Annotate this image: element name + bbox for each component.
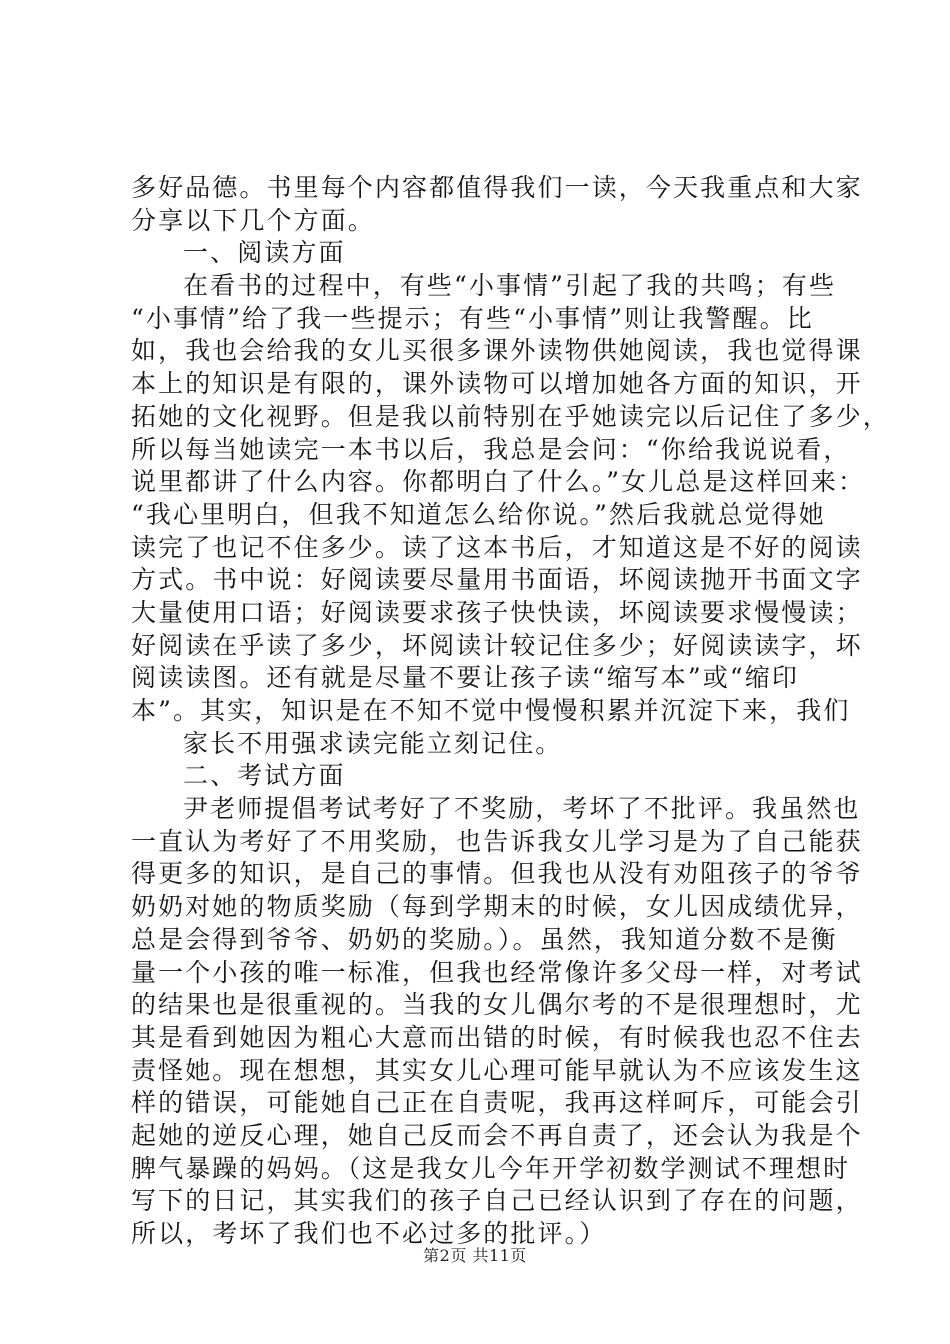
text-line: 在看书的过程中，有些“小事情”引起了我的共鸣；有些 [183, 271, 837, 301]
text-line: 大量使用口语；好阅读要求孩子快快读，坏阅读要求慢慢读； [131, 597, 863, 627]
text-line: 尹老师提倡考试考好了不奖励，考坏了不批评。我虽然也 [183, 794, 861, 824]
text-line: 说里都讲了什么内容。你都明白了什么。”女儿总是这样回来： [131, 467, 866, 497]
text-line: 二、考试方面 [183, 761, 346, 791]
text-line: 写下的日记，其实我们的孩子自己已经认识到了存在的问题， [131, 1186, 863, 1216]
text-line: “我心里明白，但我不知道怎么给你说。”然后我就总觉得她 [131, 499, 826, 529]
text-line: 本”。其实，知识是在不知不觉中慢慢积累并沉淀下来，我们 [131, 696, 851, 725]
page-footer: 第2页 共11页 [423, 1246, 527, 1265]
text-line: 读完了也记不住多少。读了这本书后，才知道这是不好的阅读 [131, 532, 863, 562]
text-line: “小事情”给了我一些提示；有些“小事情”则让我警醒。比 [131, 303, 814, 333]
text-line: 其是看到她因为粗心大意而出错的时候，有时候我也忍不住去 [131, 1022, 863, 1052]
text-line: 所以每当她读完一本书以后，我总是会问：“你给我说说看， [131, 434, 851, 464]
body-text [131, 172, 890, 1251]
text-line: 奶奶对她的物质奖励（每到学期末的时候，女儿因成绩优异， [131, 892, 863, 922]
text-line: 量一个小孩的唯一标准，但我也经常像许多父母一样，对考试 [131, 957, 863, 987]
text-line: 分享以下几个方面。 [131, 205, 375, 235]
text-line: 拓她的文化视野。但是我以前特别在乎她读完以后记住了多少， [131, 401, 890, 431]
text-line: 样的错误，可能她自己正在自责呢，我再这样呵斥，可能会引 [131, 1088, 863, 1118]
text-line: 如，我也会给我的女儿买很多课外读物供她阅读，我也觉得课 [131, 336, 863, 366]
text-line: 本上的知识是有限的，课外读物可以增加她各方面的知识，开 [131, 369, 863, 399]
text-line: 方式。书中说：好阅读要尽量用书面语，坏阅读抛开书面文字 [131, 565, 863, 595]
text-line: 所以，考坏了我们也不必过多的批评。） [131, 1219, 607, 1248]
text-line: 多好品德。书里每个内容都值得我们一读，今天我重点和大家 [131, 173, 863, 202]
text-line: 阅读读图。还有就是尽量不要让孩子读“缩写本”或“缩印 [131, 663, 799, 693]
text-line: 得更多的知识，是自己的事情。但我也从没有劝阻孩子的爷爷 [131, 859, 863, 889]
text-line: 一、阅读方面 [183, 238, 346, 268]
text-line: 好阅读在乎读了多少，坏阅读计较记住多少；好阅读读字，坏 [131, 630, 863, 660]
text-line: 脾气暴躁的妈妈。（这是我女儿今年开学初数学测试不理想时 [131, 1153, 851, 1183]
text-line: 总是会得到爷爷、奶奶的奖励。）。虽然，我知道分数不是衡 [131, 924, 838, 954]
text-line: 家长不用强求读完能立刻记住。 [183, 728, 563, 758]
text-line: 一直认为考好了不用奖励，也告诉我女儿学习是为了自己能获 [131, 826, 863, 856]
text-line: 的结果也是很重视的。当我的女儿偶尔考的不是很理想时，尤 [131, 990, 863, 1020]
text-line: 责怪她。现在想想，其实女儿心理可能早就认为不应该发生这 [131, 1055, 863, 1085]
text-line: 起她的逆反心理，她自己反而会不再自责了，还会认为我是个 [131, 1120, 863, 1150]
